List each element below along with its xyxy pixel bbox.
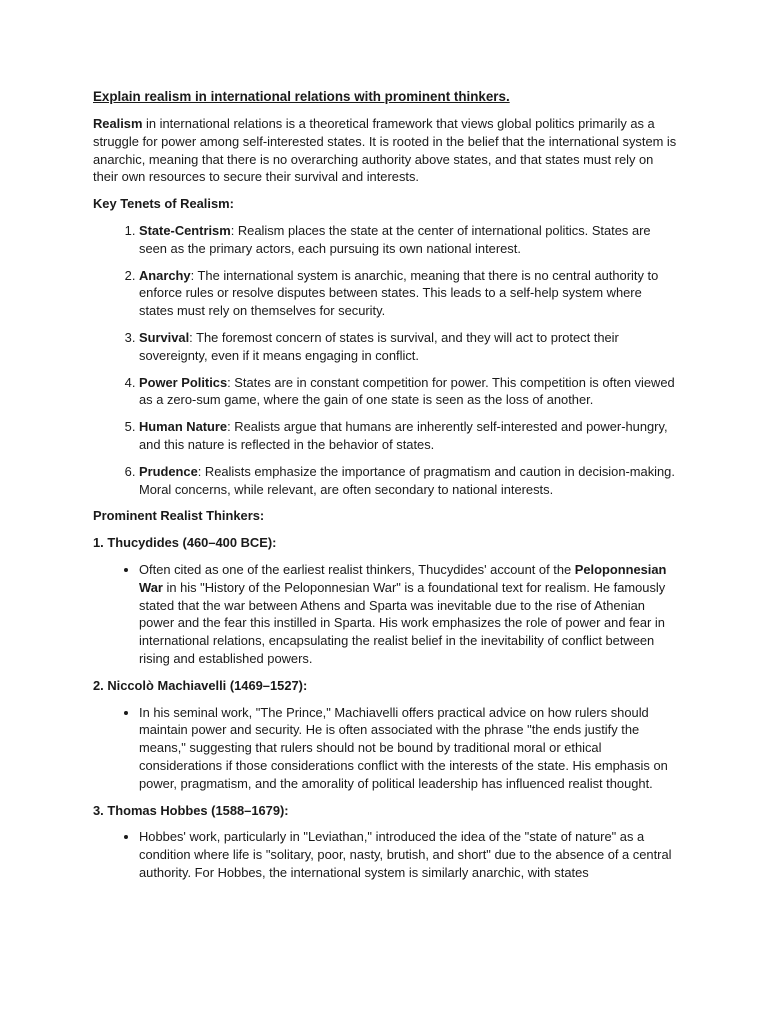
list-item: 1. State-Centrism: Realism places the state at the center of international politics. States are seen as the primary actors, each pursuing its own national interest. <box>139 222 678 258</box>
intro-term: Realism <box>93 116 143 131</box>
list-item: 2. Anarchy: The international system is anarchic, meaning that there is no central authority to enforce rules or resolve disputes between states. This leads to a self-help system where states must rely on themselves for security. <box>139 267 678 320</box>
list-item: 6. Prudence: Realists emphasize the importance of pragmatism and caution in decision-making. Moral concerns, while relevant, are often secondary to national interests. <box>139 463 678 499</box>
thinkers-heading: Prominent Realist Thinkers: <box>93 508 265 524</box>
list-item: 3. Survival: The foremost concern of states is survival, and they will act to protect their sovereignty, even if it means engaging in conflict. <box>139 329 678 365</box>
list-item: 5. Human Nature: Realists argue that humans are inherently self-interested and power-hungry, and this nature is reflected in the behavior of states. <box>139 418 678 454</box>
intro-paragraph: Realism in international relations is a theoretical framework that views global politics primarily as a struggle for power among self-interested states. It is rooted in the belief that the international system is anarchic, meaning that there is no overarching authority above states, and that states must rely on their own resources to secure their survival and interests. <box>93 116 677 185</box>
list-item: • Hobbes' work, particularly in "Leviathan," introduced the idea of the "state of nature" as a condition where life is "solitary, poor, nasty, brutish, and short" due to the absence of a central authority. For Hobbes, the international system is similarly anarchic, with states <box>139 828 678 881</box>
list-item: • Often cited as one of the earliest realist thinkers, Thucydides' account of the Peloponnesian War in his "History of the Peloponnesian War" is a foundational text for realism. He famously stated that the war between Athens and Sparta was inevitable due to the rise of Athenian power and the fear this instilled in Sparta. His work emphasizes the role of power and fear in international relations, encapsulating the realist belief in the inevitability of conflict between rising and established powers. <box>139 561 678 668</box>
thinker-heading: 1. Thucydides (460–400 BCE): <box>93 535 277 551</box>
thinker-bullets <box>93 561 678 668</box>
document-page <box>93 88 678 891</box>
list-item: 4. Power Politics: States are in constant competition for power. This competition is often viewed as a zero-sum game, where the gain of one state is seen as the loss of another. <box>139 374 678 410</box>
document-title: Explain realism in international relations with prominent thinkers. <box>93 89 510 104</box>
list-item: • In his seminal work, "The Prince," Machiavelli offers practical advice on how rulers should maintain power and security. He is often associated with the phrase "the ends justify the means," suggesting that rulers should not be bound by traditional moral or ethical considerations if those considerations conflict with the interests of the state. His emphasis on power, pragmatism, and the amorality of political leadership has influenced realist thought. <box>139 704 678 793</box>
tenets-list <box>93 222 678 498</box>
thinker-heading: 2. Niccolò Machiavelli (1469–1527): <box>93 677 308 693</box>
thinker-bullets <box>93 704 678 793</box>
thinker-heading: 3. Thomas Hobbes (1588–1679): <box>93 802 289 818</box>
thinker-bullets <box>93 828 678 881</box>
tenets-heading: Key Tenets of Realism: <box>93 196 234 212</box>
